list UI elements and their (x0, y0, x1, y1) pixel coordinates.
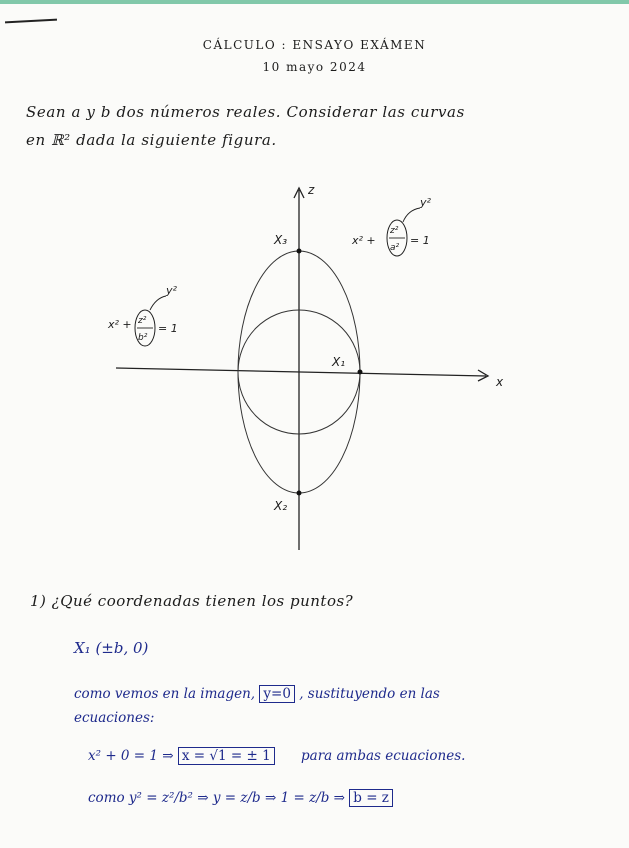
note-arrow (150, 296, 166, 310)
answer-line-1: como vemos en la imagen, y=0 , sustituyendo en las (74, 686, 440, 702)
question-1: 1) ¿Qué coordenadas tienen los puntos? (30, 592, 354, 610)
exam-title: CÁLCULO : ENSAYO EXÁMEN (202, 38, 427, 52)
corner-mark (5, 19, 57, 24)
answer-equation-1: x² + 0 = 1 ⇒ x = √1 = ± 1 para ambas ecuaciones. (88, 748, 466, 764)
point-x2-label: X₂ (274, 499, 288, 513)
boxed-result-x: x = √1 = ± 1 (178, 747, 275, 765)
top-border (0, 0, 629, 4)
svg-text:z²: z² (390, 226, 399, 236)
svg-text:a²: a² (390, 243, 400, 253)
svg-text:= 1: = 1 (158, 322, 178, 335)
axis-z-label: z (308, 183, 315, 197)
note-arrow (403, 208, 420, 222)
exam-date: 10 mayo 2024 (262, 60, 367, 74)
intro-line-2: en ℝ² dada la siguiente figura. (26, 131, 277, 149)
point-x3-label: X₃ (274, 233, 288, 247)
x-axis (116, 368, 486, 376)
svg-text:z²: z² (138, 316, 147, 326)
answer-equation-2: como y² = z²/b² ⇒ y = z/b ⇒ 1 = z/b ⇒ b = z (88, 790, 393, 806)
equation-right (351, 196, 432, 256)
point-x1-dot (358, 370, 363, 375)
svg-text:x² +: x² + (352, 234, 376, 247)
answer-line-2: ecuaciones: (74, 710, 155, 726)
point-x1-label: X₁ (332, 355, 346, 369)
svg-text:b²: b² (138, 333, 148, 343)
equation-left (107, 284, 178, 346)
boxed-condition: y=0 (259, 685, 295, 703)
point-x3-dot (297, 249, 302, 254)
svg-text:y²: y² (420, 196, 431, 209)
svg-text:x² +: x² + (108, 318, 132, 331)
svg-text:y²: y² (166, 284, 177, 297)
answer-point: X₁ (±b, 0) (74, 639, 149, 657)
ellipse-figure (100, 182, 520, 557)
intro-line-1: Sean a y b dos números reales. Considerar las curvas (26, 103, 465, 121)
boxed-result-b: b = z (349, 789, 393, 807)
svg-text:= 1: = 1 (410, 234, 430, 247)
point-x2-dot (297, 491, 302, 496)
axis-x-label: x (496, 375, 504, 389)
